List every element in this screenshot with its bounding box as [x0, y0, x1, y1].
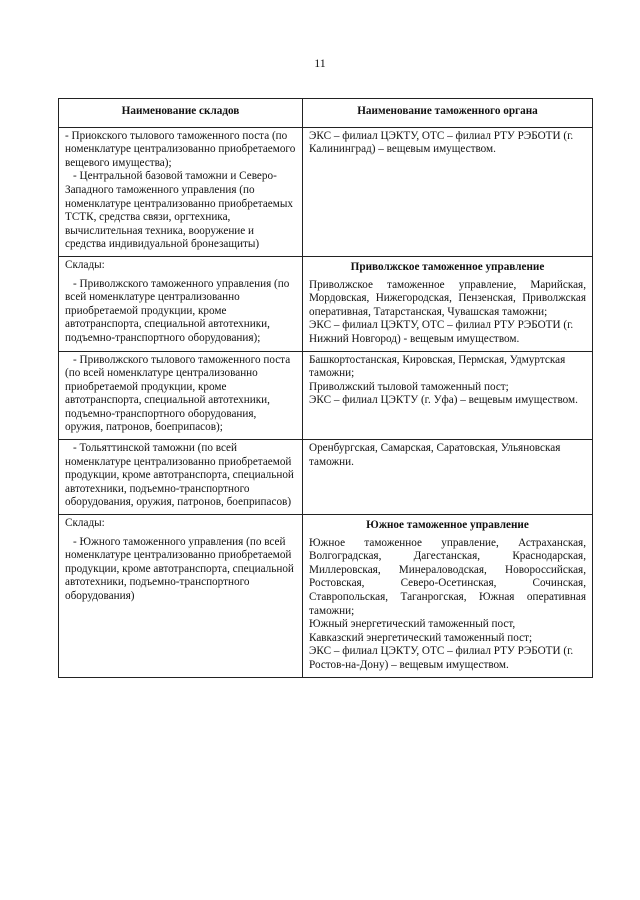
header-customs-body: Наименование таможенного органа — [303, 99, 593, 128]
customs-item: ЭКС – филиал ЦЭКТУ, ОТС – филиал РТУ РЭБОТИ (г. Ростов-на-Дону) – вещевым имуществом. — [309, 645, 574, 671]
warehouse-item: - Приволжского таможенного управления (по всей номенклатуре централизованно приобретаемой продукции, кроме автотранспорта, специальной автотехники, подъемно-транспортного оборудования); — [65, 277, 290, 344]
customs-cell — [303, 256, 593, 351]
customs-cell — [303, 440, 593, 515]
warehouse-item: - Приокского тылового таможенного поста (по номенклатуре централизованно приобретаемого вещевого имущества); — [65, 129, 296, 169]
table-row — [59, 440, 593, 515]
table-row — [59, 515, 593, 678]
table-row — [59, 351, 593, 440]
customs-item: Башкортостанская, Кировская, Пермская, Удмуртская таможни; — [309, 353, 566, 380]
warehouse-item: - Тольяттинской таможни (по всей номенклатуре централизованно приобретаемой продукции, кроме автотранспорта, специальной автотехники, подъемно-транспортного оборудования, оружия, патронов, боеприпасов) — [65, 442, 294, 509]
customs-item: ЭКС – филиал ЦЭКТУ, ОТС – филиал РТУ РЭБОТИ (г. Калининград) – вещевым имуществом. — [309, 129, 574, 156]
warehouses-cell — [59, 351, 303, 440]
warehouse-table — [58, 98, 593, 678]
warehouse-item: - Южного таможенного управления (по всей номенклатуре централизованно приобретаемой продукции, кроме автотранспорта, специальной автотехники, подъемно-транспортного оборудования) — [65, 535, 294, 602]
warehouses-intro: Склады: — [65, 258, 105, 271]
customs-item: Приволжский тыловой таможенный пост; — [309, 380, 509, 393]
customs-heading: Приволжское таможенное управление — [350, 260, 545, 273]
customs-item: Приволжское таможенное управление, Марийская, Мордовская, Нижегородская, Пензенская, Приволжская оперативная, Татарстанская, Чувашская таможни; — [309, 278, 586, 318]
customs-heading: Южное таможенное управление — [366, 519, 529, 532]
customs-item: ЭКС – филиал ЦЭКТУ (г. Уфа) – вещевым имуществом. — [309, 394, 578, 407]
customs-item: Южный энергетический таможенный пост, — [309, 618, 516, 631]
customs-item: Оренбургская, Самарская, Саратовская, Ульяновская таможни. — [309, 442, 561, 468]
customs-item: ЭКС – филиал ЦЭКТУ, ОТС – филиал РТУ РЭБОТИ (г. Нижний Новгород) - вещевым имуществом. — [309, 319, 574, 345]
page-number: 11 — [314, 56, 326, 70]
warehouses-cell — [59, 440, 303, 515]
warehouse-item: - Центральной базовой таможни и Северо-Западного таможенного управления (по номенклатуре централизованно приобретаемых ТСТК, средства связи, оргтехника, вычислительная техника, вооружение и средства индивидуальной бронезащиты) — [65, 170, 293, 251]
warehouses-cell — [59, 256, 303, 351]
table-row — [59, 256, 593, 351]
header-warehouses: Наименование складов — [59, 99, 303, 128]
table-header-row — [59, 99, 593, 128]
warehouses-cell — [59, 127, 303, 256]
customs-cell — [303, 515, 593, 678]
warehouses-cell — [59, 515, 303, 678]
customs-item: Кавказский энергетический таможенный пост; — [309, 631, 533, 644]
customs-cell — [303, 351, 593, 440]
table-row — [59, 127, 593, 256]
warehouse-item: - Приволжского тылового таможенного поста (по всей номенклатуре централизованно приобретаемой продукции, кроме автотранспорта, специальной автотехники, подъемно-транспортного оборудования, оружия, патронов, боеприпасов); — [65, 353, 291, 434]
warehouses-intro: Склады: — [65, 517, 105, 530]
customs-cell — [303, 127, 593, 256]
customs-item: Южное таможенное управление, Астраханская, Волгоградская, Дагестанская, Краснодарская, Миллеровская, Минераловодская, Новороссийская, Ростовская, Северо-Осетинская, Сочинская, Ставропольская, Таганрогская, Южная оперативная таможни; — [309, 536, 586, 617]
